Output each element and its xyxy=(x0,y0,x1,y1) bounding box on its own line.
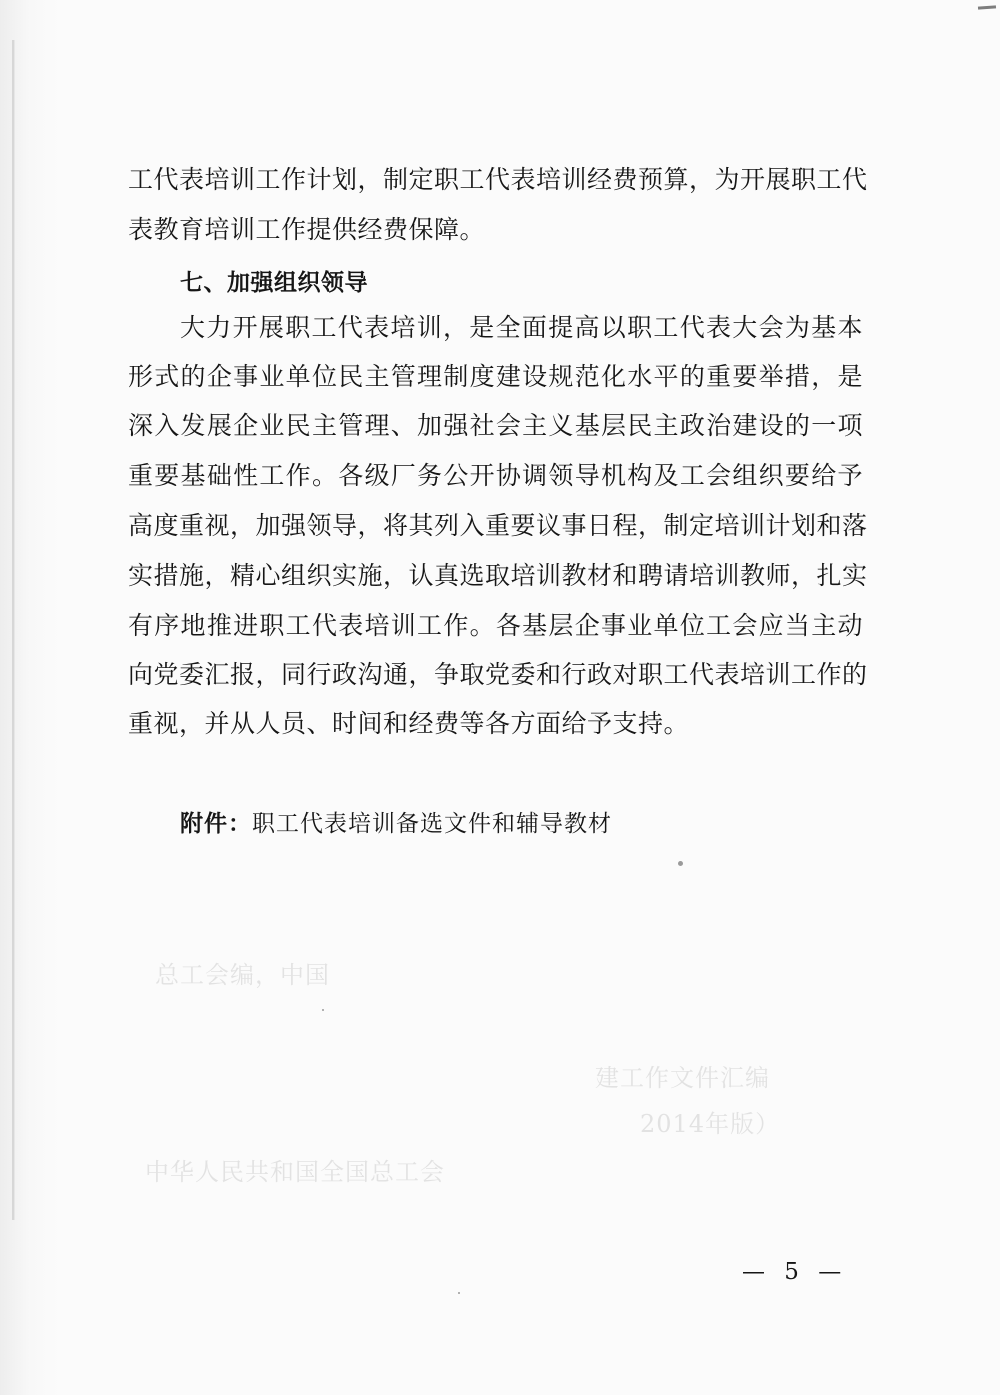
paragraph-line: 重要基础性工作。各级厂务公开协调领导机构及工会组织要给予 xyxy=(128,461,863,490)
bleed-through-text: 总工会编，中国 xyxy=(155,961,330,989)
section-heading: 七、加强组织领导 xyxy=(180,270,368,296)
attachment-title: 职工代表培训备选文件和辅导教材 xyxy=(252,811,612,837)
bleed-through-text: 2014年版） xyxy=(640,1110,781,1138)
paragraph-line: 有序地推进职工代表培训工作。各基层企事业单位工会应当主动 xyxy=(128,611,863,640)
bleed-through-text: 建工作文件汇编 xyxy=(595,1064,770,1092)
paragraph-line: 大力开展职工代表培训，是全面提高以职工代表大会为基本 xyxy=(180,313,863,342)
paragraph-line: 重视，并从人员、时间和经费等各方面给予支持。 xyxy=(128,709,690,738)
binding-edge-shadow xyxy=(14,40,15,1220)
paragraph-line: 形式的企事业单位民主管理制度建设规范化水平的重要举措，是 xyxy=(128,362,863,391)
paragraph-line: 工代表培训工作计划，制定职工代表培训经费预算，为开展职工代 xyxy=(128,165,868,194)
paragraph-line: 向党委汇报，同行政沟通，争取党委和行政对职工代表培训工作的 xyxy=(128,660,868,689)
paragraph-line: 高度重视，加强领导，将其列入重要议事日程，制定培训计划和落 xyxy=(128,511,868,540)
page-number: — 5 — xyxy=(742,1259,848,1285)
attachment-label: 附件： xyxy=(180,811,252,837)
corner-mark xyxy=(978,5,996,9)
scan-speck xyxy=(322,1009,324,1011)
attachment-line xyxy=(180,806,612,842)
paragraph-line: 实措施，精心组织实施，认真选取培训教材和聘请培训教师，扎实 xyxy=(128,561,868,590)
bleed-through-text: 中华人民共和国全国总工会 xyxy=(145,1158,445,1186)
paragraph-line: 深入发展企业民主管理、加强社会主义基层民主政治建设的一项 xyxy=(128,411,863,440)
scan-speck xyxy=(678,861,683,866)
paragraph-line: 表教育培训工作提供经费保障。 xyxy=(128,215,486,244)
scan-speck xyxy=(458,1292,460,1294)
